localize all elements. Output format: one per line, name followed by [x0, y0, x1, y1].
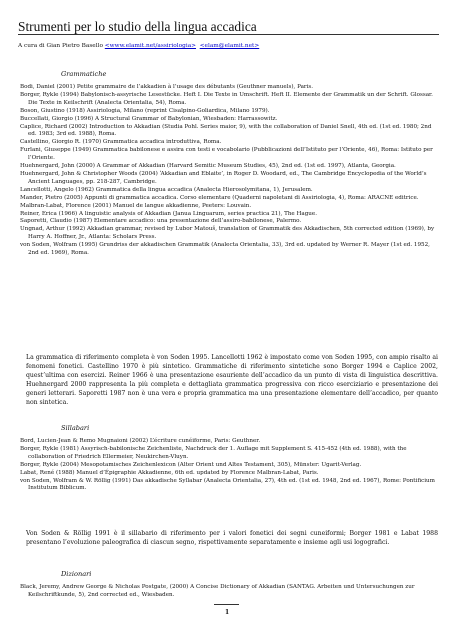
page-title: Strumenti per lo studio della lingua accadica	[18, 19, 257, 34]
byline	[18, 43, 259, 50]
bib-entry: Huehnergard, John (2000) A Grammar of Akkadian (Harvard Semitic Museum Studies, 45), 2nd ed. (1st ed. 1997), Atlanta, Georgia.	[20, 163, 396, 170]
bib-entry: Borger, Rykle (1981) Assyrisch-babilonische Zeichenliste, Nachdruck der 1. Auflage mit Supplement S. 415-452 (4th ed. 1988), with the collaboration of Friedrich Ellermeier, Neukirchen-Vluyn.	[20, 445, 407, 460]
header	[18, 19, 438, 34]
commentary-paragraph-sillabari: Von Soden & Röllig 1991 è il sillabario di riferimento per i valori fonetici dei segni cuneiformi; Borger 1981 e Labat 1988 presentano l’evoluzione paleografica di ciascun segno, rispettivamente separatamente e insieme agli usi logografici.	[26, 530, 438, 546]
bib-entry: Boson, Giustino (1918) Assiriologia, Milano (reprint Cisalpino-Goliardica, Milano 1979).	[20, 107, 270, 114]
bib-entry: Huehnergard, John & Christopher Woods (2004) ‘Akkadian and Eblaite’, in Roger D. Woodard, ed., The Cambridge Encyclopedia of the World’s Ancient Languages, pp. 218-287, Cambridge.	[20, 170, 427, 185]
bib-entry: Malbran-Labat, Florence (2001) Manuel de langue akkadienne, Peeters: Louvain.	[20, 202, 252, 209]
bib-entry: Black, Jeremy, Andrew George & Nicholas Postgate, (2000) A Concise Dictionary of Akkadian (SANTAG. Arbeiten und Untersuchungen zur Keilschriftkunde, 5), 2nd corrected ed., Wiesbaden.	[20, 584, 415, 598]
section-title-dizionari: Dizionari	[61, 570, 92, 578]
bib-entry: Bord, Lucien-Jean & Remo Mugnaioni (2002) L’écriture cunéiforme, Paris: Geuthner.	[20, 438, 261, 444]
bib-entry: Labat, René (1988) Manuel d’Épigraphie Akkadienne, 6th ed. updated by Florence Malbran-Labat, Paris.	[20, 469, 319, 476]
bibliography-list-sillabari	[20, 438, 440, 493]
bib-entry: Castellino, Giorgio R. (1970) Grammatica accadica introduttiva, Roma.	[20, 139, 222, 146]
bib-entry: Caplice, Richard (2002) Introduction to Akkadian (Studia Pohl. Series maior, 9), with the collaboration of Daniel Snell, 4th ed. (1st ed. 1980; 2nd ed. 1983; 3rd ed. 1988), Roma.	[20, 123, 432, 138]
bib-entry: Bodi, Daniel (2001) Petite grammaire de l’akkadien à l’usage des débutants (Geuthner manuels), Paris.	[20, 84, 314, 90]
bib-entry: Reiner, Erica (1966) A linguistic analysis of Akkadian (Janua Linguarum, series practica 21), The Hague.	[20, 210, 317, 217]
bib-entry: Borger, Rykle (2004) Mesopotamisches Zeichenlexicon (Alter Orient und Altes Testament, 305), Münster: Ugarit-Verlag.	[20, 461, 362, 468]
bib-entry: von Soden, Wolfram & W. Röllig (1991) Das akkadische Syllabar (Analecta Orientalia, 27), 4th ed. (1st ed. 1948, 2nd ed. 1967), Rome: Pontificium Institutum Biblicum.	[20, 477, 435, 492]
bib-entry: Saporetti, Claudio (1987) Elementare accadico: una presentazione dell’assiro-babilonese, Palermo.	[20, 218, 302, 225]
commentary-paragraph-grammatiche: La grammatica di riferimento completa è von Soden 1995. Lancellotti 1962 è impostato come von Soden 1995, con ampio risalto ai fenomeni fonetici. Castellino 1970 è più sintetico. Grammatiche di riferimento sintetiche sono Borger 1994 e Caplice 2002, quest’ultima con esercizi. Reiner 1966 è una presentazione esauriente dell’accadico da un punto di vista di linguistica descrittiva. Huehnergard 2000 rappresenta la più completa e dettagliata grammatica progressiva con ricco eserciziario e presentazione dei generi letterari. Saporetti 1987 non è una vera e propria grammatica ma una presentazione elementare dell’accadico, per quanto non sintetica.	[26, 354, 438, 406]
bib-entry: Buccellati, Giorgio (1996) A Structural Grammar of Babylonian, Wiesbaden: Harrassowitz.	[20, 115, 278, 122]
section-title-grammatiche: Grammatiche	[61, 70, 107, 78]
bibliography-list-grammatiche	[20, 84, 440, 258]
bibliography-list-dizionari	[20, 584, 440, 600]
bib-entry: Furlani, Giuseppe (1949) Grammatica babilonese e assira con testi e vocabolario (Pubblicazioni dell’Istituto per l’Oriente, 46), Roma: Istituto per l’Oriente.	[20, 147, 433, 162]
byline-author: A cura di Gian Pietro Basello	[18, 43, 103, 49]
page-number: 1	[225, 609, 230, 616]
footer-rule	[214, 604, 239, 605]
section-title-sillabari: Sillabari	[61, 424, 90, 432]
bib-entry: Mander, Pietro (2005) Appunti di grammatica accadica. Corso elementare (Quaderni napoletani di Assiriologia, 4), Roma: ARACNE editrice.	[20, 194, 419, 201]
bib-entry: Borger, Rykle (1994) Babylonisch-assyrische Lesestücke. Heft I. Die Texte in Umschrift. Heft II. Elemente der Grammatik un der Schrift. Glossar. Die Texte in Keilschrift (Analecta Orientalia, 54), Roma.	[20, 91, 433, 106]
title-rule	[18, 34, 439, 35]
website-link[interactable]: <www.elamit.net/assiriologia>	[104, 43, 197, 49]
bib-entry: Lancellotti, Angelo (1962) Grammatica della lingua accadica (Analecta Hierosolymitana, 1), Jerusalem.	[20, 186, 313, 193]
email-link[interactable]: <elam@elamit.net>	[199, 43, 260, 49]
bib-entry: von Soden, Wolfram (1995) Grundriss der akkadischen Grammatik (Analecta Orientalia, 33), 3rd ed. updated by Werner R. Mayer (1st ed. 1952, 2nd ed. 1969), Roma.	[20, 242, 430, 257]
bib-entry: Ungnad, Arthur (1992) Akkadian grammar, revised by Lubor Matouš, translation of Grammatik des Akkadischen, 5th corrected edition (1969), by Harry A. Hoffner, Jr., Atlanta: Scholars Press.	[20, 226, 435, 241]
